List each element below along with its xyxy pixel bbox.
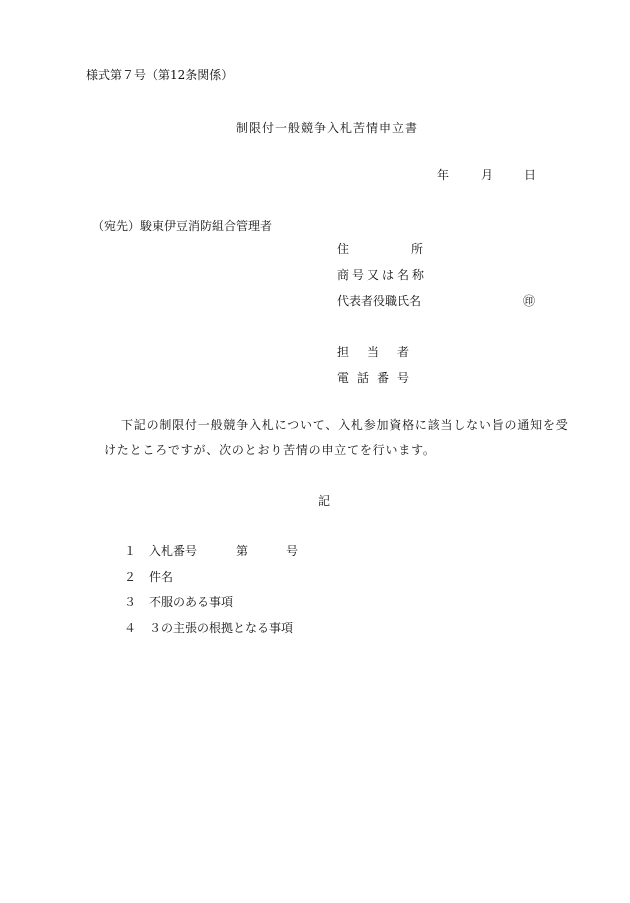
- item-2-number: ２: [124, 570, 137, 584]
- contact-label-char-1: 担: [337, 345, 350, 359]
- item-4-label: ３の主張の根拠となる事項: [149, 621, 294, 635]
- document-title: 制限付一般競争入札苦情申立書: [236, 121, 419, 135]
- item-1-label: 入札番号: [149, 544, 198, 558]
- phone-label-char-2: 話: [356, 371, 369, 385]
- date-year: 年: [437, 168, 450, 182]
- address-label-char-2: 所: [410, 242, 423, 256]
- date-day: 日: [524, 168, 537, 182]
- item-1-mid: 第: [236, 544, 249, 558]
- item-3-label: 不服のある事項: [149, 595, 234, 609]
- address-label-char-1: 住: [337, 242, 350, 256]
- recipient: （宛先）駿東伊豆消防組合管理者: [92, 219, 273, 233]
- date-month: 月: [481, 168, 494, 182]
- address-label: [337, 242, 423, 256]
- phone-label-char-3: 番: [376, 371, 389, 385]
- contact-label-char-3: 者: [396, 345, 409, 359]
- company-name-label: 商号又は名称: [337, 268, 428, 282]
- item-3-number: ３: [124, 595, 137, 609]
- seal-icon: ㊞: [523, 294, 536, 308]
- phone-label-char-4: 号: [396, 371, 409, 385]
- phone-label: [337, 371, 409, 385]
- phone-label-char-1: 電: [337, 371, 350, 385]
- body-line-2: けたところですが、次のとおり苦情の申立てを行います。: [104, 443, 436, 457]
- item-2-label: 件名: [149, 570, 174, 584]
- ki-heading: 記: [318, 494, 331, 508]
- contact-label: [337, 345, 409, 359]
- form-number: 様式第７号（第12条関係）: [86, 68, 234, 82]
- item-1-number: １: [124, 544, 137, 558]
- item-4-number: ４: [124, 621, 137, 635]
- representative-label: 代表者役職氏名: [337, 294, 422, 308]
- contact-label-char-2: 当: [366, 345, 379, 359]
- body-line-1: 下記の制限付一般競争入札について、入札参加資格に該当しない旨の通知を受: [121, 418, 569, 432]
- item-1-suffix: 号: [286, 544, 299, 558]
